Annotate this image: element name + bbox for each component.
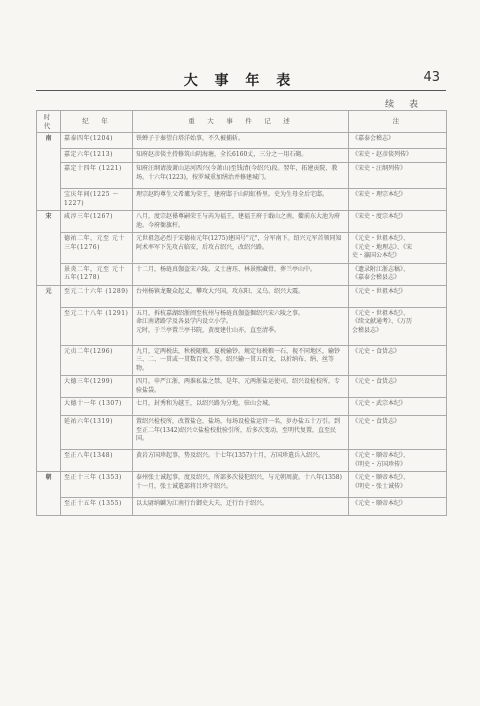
era-cell: 朝 — [37, 472, 61, 516]
source-cell: 《元史・武宗本纪》 — [349, 398, 447, 416]
source-cell: 《元史・食货志》 — [349, 345, 447, 376]
source-cell: 《元史・顺帝本纪》、 《明史・张士诚传》 — [349, 472, 447, 498]
year-cell: 德祐二年，元至 元十三年(1276) — [61, 233, 133, 264]
year-cell: 至元二十八年 (1291) — [61, 307, 133, 345]
table-row — [37, 416, 447, 450]
event-cell: 八月，度宗赵禥尊嗣荣王与芮为福王，建福王府于蕺山之南，衢前东大池为府池。今府衙旗杆。 — [133, 211, 349, 233]
chronicle-body — [37, 133, 447, 516]
source-cell: 《嘉泰会稽志》 — [349, 133, 447, 149]
table-row — [37, 398, 447, 416]
year-cell: 大德十一年 (1307) — [61, 398, 133, 416]
source-cell: 《元史・食货志》 — [349, 376, 447, 398]
event-cell: 铁蝉子于秦望白塔洋始事，不久被捕斩。 — [133, 133, 349, 149]
era-cell: 南 — [37, 133, 61, 211]
table-row — [37, 345, 447, 376]
column-header-era: 时代 — [37, 111, 61, 133]
year-cell: 咸淳三年(1267) — [61, 211, 133, 233]
event-cell: 黄岩方国珍起事，势及绍兴。十七年(1357)十月，方国珍遣兵入绍兴。 — [133, 450, 349, 472]
year-cell: 至正八年(1348) — [61, 450, 133, 472]
table-row — [37, 450, 447, 472]
table-row — [37, 472, 447, 498]
event-cell: 理宗赵昀尊生父希瓐为荣王，建府邸于山阴虹桥里。史为生母全后宅邸。 — [133, 189, 349, 211]
event-cell: 置绍兴检校所，改置盐仓，盐场，每场设检盐运官一名，岁办盐五十万引。到至正二年(1342)绍兴立盐检校批验引所，后多次变动，至明代复置，直至民国。 — [133, 416, 349, 450]
source-cell: 《元史・顺帝本纪》 — [349, 498, 447, 516]
year-cell: 至元二十六年 (1289) — [61, 285, 133, 307]
year-cell: 至正十五年 (1355) — [61, 498, 133, 516]
source-cell: 《元史・世祖本纪》、 《元史・地理志》、《宋 史・瀛国公本纪》 — [349, 233, 447, 264]
source-cell: 《宋史・度宗本纪》 — [349, 211, 447, 233]
column-header-source: 注 — [349, 111, 447, 133]
table-row — [37, 285, 447, 307]
event-cell: 泰州张士诚起事，度及绍兴，所部多次侵犯绍兴，与元朝周旋。十八年(1358)十一月，张士诚遣部将吕珍守绍兴。 — [133, 472, 349, 498]
event-cell: 以太尉纳麟为江南行台御史大夫，迁行台于绍兴。 — [133, 498, 349, 516]
year-cell: 至正十三年 (1353) — [61, 472, 133, 498]
source-cell: 《元史・食货志》 — [349, 416, 447, 450]
year-cell: 宝庆年间(1225 ～1227) — [61, 189, 133, 211]
event-cell: 知府汪纲请浚萧山运河西兴(今萧山)至钱清(今绍兴)段。翌年，拓建贡院、教场。十六年(1223)，按罗城重加缮治并修建城门。 — [133, 163, 349, 189]
page-header — [0, 68, 480, 92]
table-row — [37, 189, 447, 211]
era-cell: 宋 — [37, 211, 61, 286]
continued-label: 续 表 — [385, 100, 424, 110]
page-title: 大 事 年 表 — [183, 73, 297, 89]
source-cell: 《元史・世祖本纪》、 《续文献通考》、《万历 会稽县志》 — [349, 307, 447, 345]
table-row — [37, 149, 447, 163]
header-rule — [36, 90, 446, 91]
page-number: 43 — [423, 70, 440, 85]
table-row — [37, 133, 447, 149]
event-cell: 四月，申严江浙，两淮私盐之禁，是年，元两浙盐运使司，绍兴设检校所，专验盐袋。 — [133, 376, 349, 398]
event-cell: 台州杨镇龙聚众起义，攀攻大兴国，攻东阳、义乌、绍兴大震。 — [133, 285, 349, 307]
event-cell: 七月，封秀和为越王，以绍兴路为分地，驻山会城。 — [133, 398, 349, 416]
table-row — [37, 211, 447, 233]
year-cell: 元贞二年(1296) — [61, 345, 133, 376]
table-row — [37, 307, 447, 345]
table-row — [37, 498, 447, 516]
event-cell: 知府赵彦倓主持修筑山阴海塘，全长6160丈，三分之一用石砌。 — [133, 149, 349, 163]
source-cell: 《元史・世祖本纪》 — [349, 285, 447, 307]
event-cell: 十二月，杨琏真伽盗宋六陵。义士唐珏、林景熙藏骨，葬兰亭山中。 — [133, 263, 349, 285]
table-row — [37, 263, 447, 285]
chronicle-table — [36, 110, 447, 516]
year-cell: 景炎二年，元至 元十五年(1278) — [61, 263, 133, 285]
table-row — [37, 376, 447, 398]
event-cell: 九月，定两税法，秋税随粮，夏税输钞。规定每税粮一石，视不同地区，输钞三、二、一贯或一贯数百文不等。绍兴输一贯五百文，以折纳布、绢、丝等物。 — [133, 345, 349, 376]
column-header-event: 重 大 事 件 记 述 — [133, 111, 349, 133]
source-cell: 《宋史・赵彦倓列传》 — [349, 149, 447, 163]
source-cell: 《元史・顺帝本纪》、 《明史・方国珍传》 — [349, 450, 447, 472]
source-cell: 《宋史・理宗本纪》 — [349, 189, 447, 211]
table-row — [37, 233, 447, 264]
table-header-row — [37, 111, 447, 133]
year-cell: 大德三年(1299) — [61, 376, 133, 398]
year-cell: 嘉定六年(1213) — [61, 149, 133, 163]
event-cell: 五月，拆杭嘉湖绍浙闽至杭州与杨琏真伽盗掘绍兴宋六陵之事。 命江南诸路学及各县学内设立小学。 元时，于兰亭置兰亭书院，黄度建仕山亦，直至清季。 — [133, 307, 349, 345]
column-header-year: 纪 年 — [61, 111, 133, 133]
year-cell: 嘉泰四年(1204) — [61, 133, 133, 149]
era-cell: 元 — [37, 285, 61, 472]
year-cell: 延祐六年(1319) — [61, 416, 133, 450]
event-cell: 元世祖忽必烈于宋德祐元年(1275)建国号"元"，分军南下。绍兴元军首领同知阿术率军下先攻占临安，后攻占绍兴，改绍兴路。 — [133, 233, 349, 264]
year-cell: 嘉定十四年 (1221) — [61, 163, 133, 189]
source-cell: 《宋史・汪纲列传》 — [349, 163, 447, 189]
source-cell: 《遗录附江浙志稿》、 《嘉泰会稽县志》 — [349, 263, 447, 285]
table-row — [37, 163, 447, 189]
